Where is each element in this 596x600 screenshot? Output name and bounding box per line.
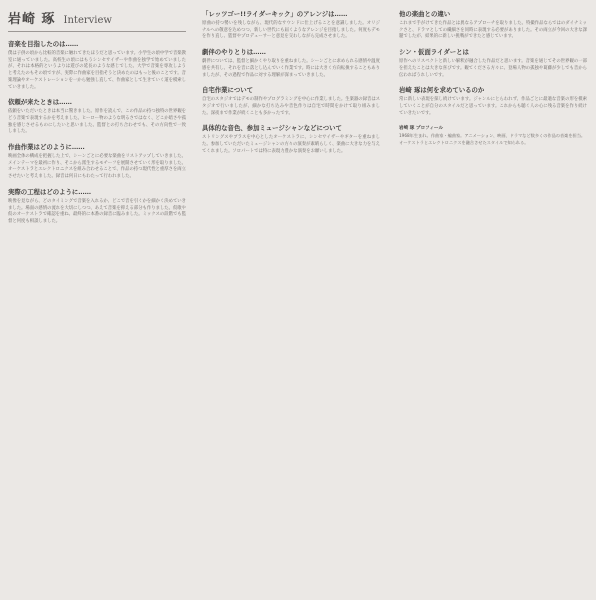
section-text: これまで手がけてきた作品とは異なるアプローチを取りました。特撮作品ならではのダイナミックさと、ドラマとしての繊細さを同時に表現する必要がありました。その両立が今回の大きな課題でしたが、結果的に新しい挑戦ができたと感じています。 xyxy=(399,21,587,40)
composer-name: 岩崎 琢 xyxy=(8,12,56,27)
section-text: 劇伴については、監督と細かくやり取りを重ねました。シーンごとに求められる感情や温度感を共有し、それを音に落とし込んでいく作業です。時には大きく方向転換することもありましたが、その過程で作品に対する理解が深まっていきました。 xyxy=(202,59,380,78)
section-heading: シン・仮面ライダーとは xyxy=(399,48,469,57)
column-middle xyxy=(202,10,380,162)
header-divider xyxy=(8,31,186,32)
section-text: 依頼をいただいたときは本当に驚きました。原作を読んで、この作品の持つ独特の世界観をどう音楽で表現するかを考えました。ヒーロー物のような明るさではなく、どこか暗さや孤独を感じさせるものにしたいと思いました。監督との打ち合わせでも、その方向性で一致しました。 xyxy=(8,109,187,135)
section-heading: 依頼が来たときは…… xyxy=(8,98,72,107)
header xyxy=(8,8,186,27)
section-heading: 実際の工程はどのように…… xyxy=(8,187,92,196)
column-left xyxy=(8,8,186,233)
section-text: 映画全体の構成を把握した上で、シーンごとに必要な楽曲をリストアップしていきました。メインテーマを最初に作り、そこから派生するモチーフを展開させていく形を取りました。オーケストラとエレクトロニクスを組み合わせることで、作品の持つ現代性と重厚さを両立させたいと考えました。録音は何日にもわたって行われました。 xyxy=(8,154,186,180)
section-heading: 音楽を目指したのは…… xyxy=(8,40,79,48)
column-right xyxy=(399,10,587,146)
section-heading: 「レッツゴー!!ライダーキック」のアレンジは…… xyxy=(202,10,348,18)
section-text: 僕は子供の頃から比較的音楽に触れてきたほうだと思っています。小学生の頃中学で音楽教室に通っていました。高校生の頃にはもうシンセサイザーや作曲を独学で始めていましたが、それは本格的というよりは遊びの延長のような感じでした。大学で音楽を専攻しようと考えたのもその頃ですが、実際に作曲家を目指そうと決めたのはもっと後のことです。音楽理論やオーケストレーションを一から勉強し直して、作曲家として生きていく道を模索していきました。 xyxy=(8,51,186,90)
section-text: 常に新しい表現を探し続けています。ジャンルにとらわれず、作品ごとに最適な音楽の形を模索していくことが自分のスタイルだと思っています。これからも聴く人の心に残る音楽を作り続けていきたいです。 xyxy=(399,97,587,116)
section-heading: 劇伴のやりとりは…… xyxy=(202,48,266,57)
profile-title: 岩崎 琢 プロフィール xyxy=(399,126,444,132)
section-heading: 他の楽曲との違い xyxy=(399,10,451,18)
section-heading: 作曲作業はどのように…… xyxy=(8,143,85,152)
section-heading: 具体的な音色、参加ミュージシャンなどについて xyxy=(202,124,342,133)
profile-text: 1968年生まれ。作曲家・編曲家。アニメーション、映画、ドラマなど数多くの作品の音楽を担当。オーケストラとエレクトロニクスを融合させたスタイルで知られる。 xyxy=(399,133,586,145)
section-text: 映像を見ながら、どのタイミングで音楽を入れるか、どこで音を引くかを細かく決めていきました。場面の感情の流れを大切にしつつ、あえて音楽を抑える部分も作りました。仮歌や仮のオーケストラで確認を重ね、最終的に本番の録音に臨みました。ミックスの段階でも監督と何度も相談しました。 xyxy=(8,198,186,224)
section-heading: 自宅作業について xyxy=(202,86,253,95)
interview-label: Interview xyxy=(63,15,112,26)
section-heading: 岩崎 琢は何を求めているのか xyxy=(399,86,485,95)
section-text: ストリングスやブラスを中心としたオーケストラに、シンセサイザーやギターを重ねました。参加していただいたミュージシャンの方々の演奏が素晴らしく、楽曲に大きな力を与えてくれました。ソロパートでは特に表現力豊かな演奏をお願いしました。 xyxy=(202,135,380,154)
section-text: 原作へのリスペクトと新しい解釈が融合した作品だと思います。音楽を通じてその世界観の一部を担えたことは大きな喜びです。観てくださる方々に、登場人物の孤独や葛藤が少しでも音から伝わればうれしいです。 xyxy=(399,59,587,78)
section-text: 自宅のスタジオではデモの制作やプログラミングを中心に作業しました。生楽器の録音はスタジオで行いましたが、細かな打ち込みや音色作りは自宅で時間をかけて取り組みました。深夜まで作業が続くことも多かったです。 xyxy=(202,97,381,116)
section-text: 原曲の持つ勢いを残しながら、現代的なサウンドに仕上げることを意識しました。オリジナルへの敬意を込めつつ、新しい世代にも届くようなアレンジを目指しました。何度もデモを作り直し、監督やプロデューサーと意見を交わしながら完成させました。 xyxy=(202,21,380,40)
